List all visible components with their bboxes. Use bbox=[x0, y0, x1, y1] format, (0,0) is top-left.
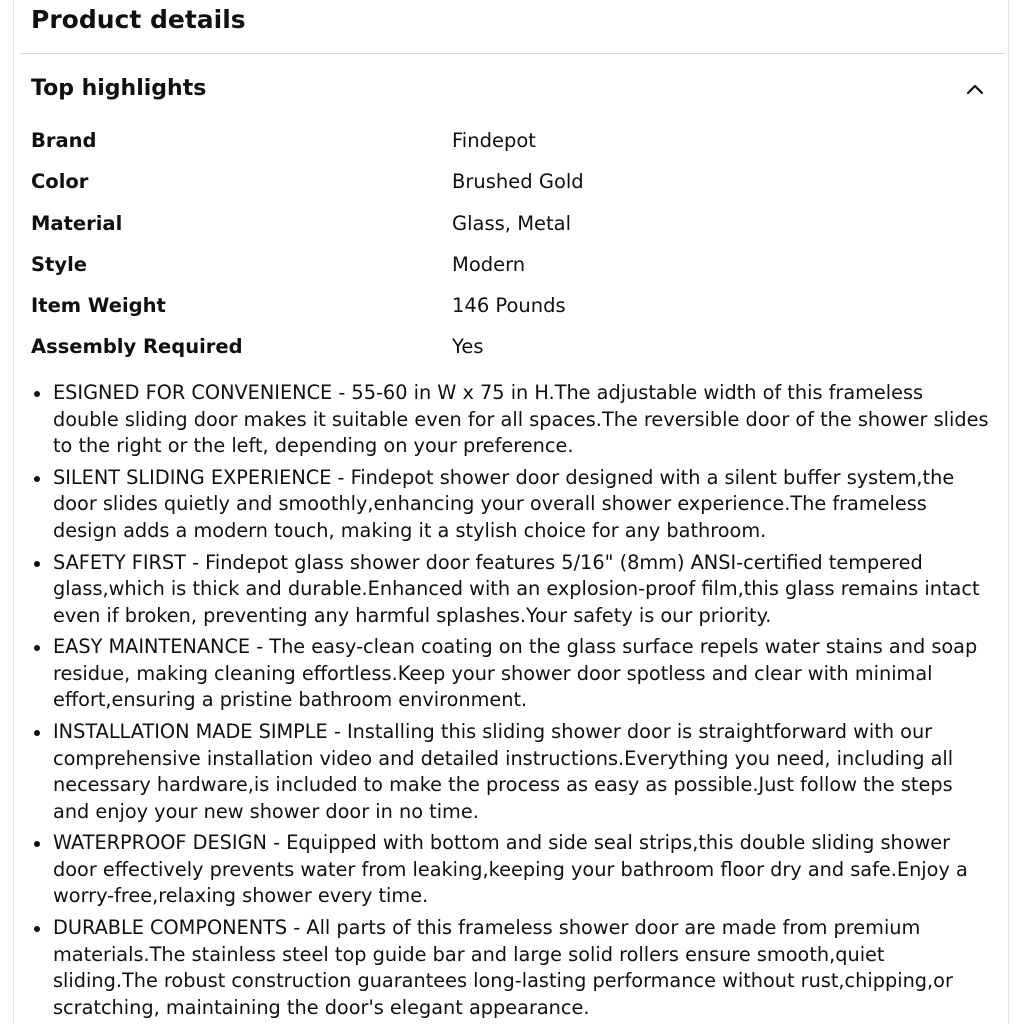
feature-bullet: SAFETY FIRST - Findepot glass shower door features 5/16" (8mm) ANSI-certified tempered glass,which is thick and durable.Enhanced with an explosion-proof film,this glass remains intact even if broken, preventing any harmful splashes.Your safety is our priority. bbox=[53, 550, 989, 630]
spec-row-assembly-required bbox=[31, 326, 971, 367]
spec-row-color bbox=[31, 161, 971, 202]
feature-bullet: INSTALLATION MADE SIMPLE - Installing this sliding shower door is straightforward with our comprehensive installation video and detailed instructions.Everything you need, including all necessary hardware,is included to make the process as easy as possible.Just follow the steps and enjoy your new shower door in no time. bbox=[53, 719, 989, 825]
feature-bullet: DURABLE COMPONENTS - All parts of this frameless shower door are made from premium materials.The stainless steel top guide bar and large solid rollers ensure smooth,quiet sliding.The robust construction guarantees long-lasting performance without rust,chipping,or scratching, maintaining the door's elegant appearance. bbox=[53, 915, 989, 1021]
spec-label: Color bbox=[31, 170, 89, 194]
spec-row-style bbox=[31, 244, 971, 285]
section-title: Top highlights bbox=[31, 76, 207, 101]
spec-value: Findepot bbox=[452, 129, 536, 152]
spec-row-brand bbox=[31, 120, 971, 161]
feature-bullet: ESIGNED FOR CONVENIENCE - 55-60 in W x 75 in H.The adjustable width of this frameless double sliding door makes it suitable even for all spaces.The reversible door of the shower slides to the right or the left, depending on your preference. bbox=[53, 380, 989, 460]
spec-row-item-weight bbox=[31, 285, 971, 326]
spec-label: Assembly Required bbox=[31, 335, 243, 359]
feature-bullet-list bbox=[53, 380, 989, 1024]
spec-label: Item Weight bbox=[31, 294, 166, 318]
spec-table bbox=[31, 120, 971, 368]
divider bbox=[20, 53, 1005, 54]
spec-value: Glass, Metal bbox=[452, 211, 572, 235]
page-title: Product details bbox=[31, 5, 246, 34]
spec-value: Modern bbox=[452, 252, 526, 276]
spec-value: 146 Pounds bbox=[452, 294, 566, 318]
feature-bullet: EASY MAINTENANCE - The easy-clean coating on the glass surface repels water stains and soap residue, making cleaning effortless.Keep your shower door spotless and clear with minimal effort,ensuring a pristine bathroom environment. bbox=[53, 634, 989, 714]
spec-value: Yes bbox=[452, 335, 484, 359]
spec-row-material bbox=[31, 203, 971, 244]
spec-label: Material bbox=[31, 211, 123, 235]
spec-label: Style bbox=[31, 252, 87, 276]
feature-bullet: WATERPROOF DESIGN - Equipped with bottom and side seal strips,this double sliding shower door effectively prevents water from leaking,keeping your bathroom floor dry and safe.Enjoy a worry-free,relaxing shower every time. bbox=[53, 830, 989, 910]
top-highlights-toggle[interactable] bbox=[31, 70, 991, 108]
feature-bullet: SILENT SLIDING EXPERIENCE - Findepot shower door designed with a silent buffer system,the door slides quietly and smoothly,enhancing your overall shower experience.The frameless design adds a modern touch, making it a stylish choice for any bathroom. bbox=[53, 465, 989, 545]
spec-value: Brushed Gold bbox=[452, 170, 584, 194]
spec-label: Brand bbox=[31, 129, 97, 152]
chevron-up-icon[interactable] bbox=[964, 78, 986, 100]
